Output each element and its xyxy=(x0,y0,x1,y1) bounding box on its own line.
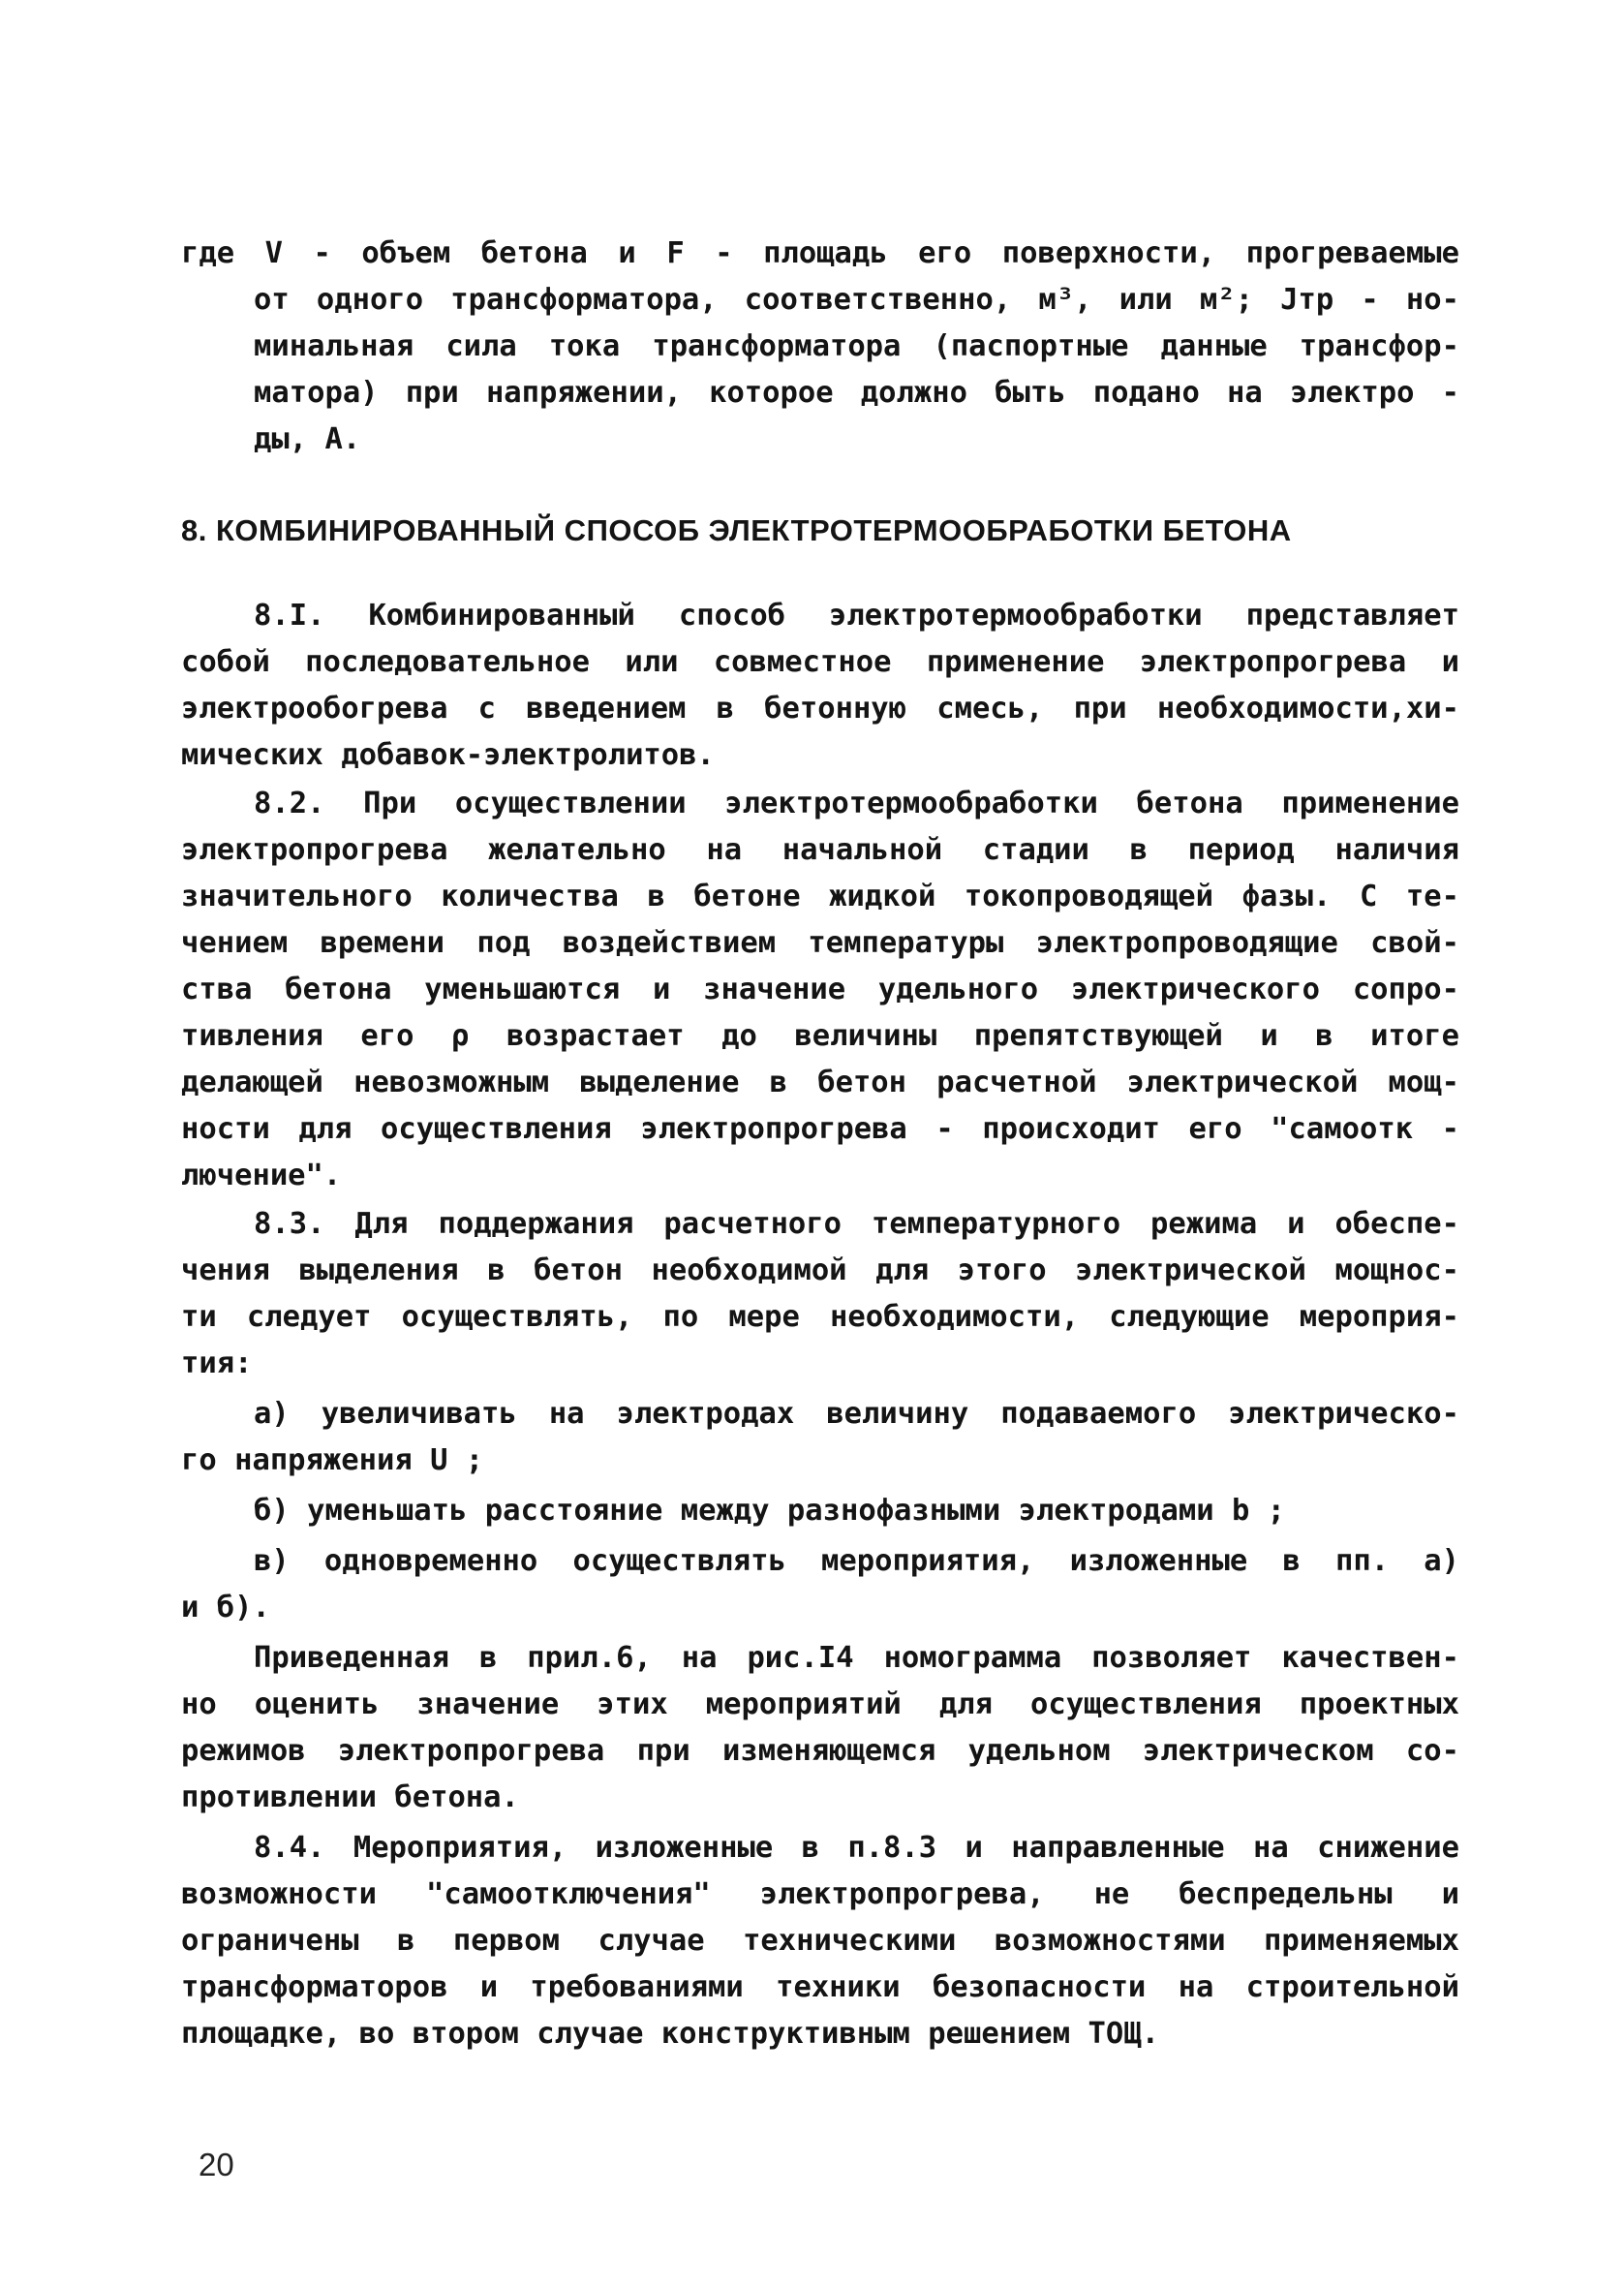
paragraph-line: чения выделения в бетон необходимой для этого электрической мощнос- xyxy=(181,1253,1459,1287)
list-item-c: и б). xyxy=(181,1591,270,1624)
list-item-a: а) увеличивать на электродах величину подаваемого электрическо- xyxy=(254,1397,1459,1431)
list-item-c: в) одновременно осуществлять мероприятия, изложенные в пп. а) xyxy=(254,1544,1459,1578)
paragraph-line: электропрогрева желательно на начальной стадии в период наличия xyxy=(181,833,1459,867)
paragraph-line: тия: xyxy=(181,1346,253,1380)
paragraph-line: возможности "самоотключения" электропрогрева, не беспредельны и xyxy=(181,1877,1459,1911)
paragraph-line: тивления его ρ возрастает до величины препятствующей и в итоге xyxy=(181,1019,1459,1053)
paragraph-line: собой последовательное или совместное применение электропрогрева и xyxy=(181,645,1459,679)
page-number: 20 xyxy=(199,2147,234,2182)
paragraph-line: ства бетона уменьшаются и значение удельного электрического сопро- xyxy=(181,973,1459,1006)
intro-line: минальная сила тока трансформатора (паспортные данные трансфор- xyxy=(254,329,1459,363)
paragraph-line: 8.2. При осуществлении электротермообработки бетона применение xyxy=(254,787,1459,820)
paragraph-line: лючение". xyxy=(181,1159,342,1192)
paragraph-line: но оценить значение этих мероприятий для осуществления проектных xyxy=(181,1687,1459,1721)
intro-line: матора) при напряжении, которое должно быть подано на электро - xyxy=(254,376,1459,410)
paragraph-line: ограничены в первом случае техническими возможностями применяемых xyxy=(181,1924,1459,1958)
paragraph-line: режимов электропрогрева при изменяющемся удельном электрическом со- xyxy=(181,1734,1459,1768)
paragraph-line: электрообогрева с введением в бетонную смесь, при необходимости,хи- xyxy=(181,692,1459,726)
paragraph-line: делающей невозможным выделение в бетон расчетной электрической мощ- xyxy=(181,1066,1459,1099)
paragraph-line: ности для осуществления электропрогрева - происходит его "самоотк - xyxy=(181,1112,1459,1146)
intro-line: от одного трансформатора, соответственно, м³, или м²; Jтр - но- xyxy=(254,283,1459,317)
paragraph-line: Приведенная в прил.6, на рис.I4 номограмма позволяет качествен- xyxy=(254,1641,1459,1675)
paragraph-line: ти следует осуществлять, по мере необходимости, следующие мероприя- xyxy=(181,1300,1459,1334)
intro-line: где V - объем бетона и F - площадь его поверхности, прогреваемые xyxy=(181,236,1459,270)
paragraph-line: противлении бетона. xyxy=(181,1780,519,1814)
paragraph-line: чением времени под воздействием температуры электропроводящие свой- xyxy=(181,926,1459,960)
paragraph-line: 8.I. Комбинированный способ электротермообработки представляет xyxy=(254,599,1459,633)
list-item-a: го напряжения U ; xyxy=(181,1443,484,1477)
section-title: 8. КОМБИНИРОВАННЫЙ СПОСОБ ЭЛЕКТРОТЕРМООБРАБОТКИ БЕТОНА xyxy=(181,513,1292,547)
paragraph-line: 8.4. Мероприятия, изложенные в п.8.3 и направленные на снижение xyxy=(254,1831,1459,1865)
intro-line: ды, А. xyxy=(254,422,361,456)
paragraph-line: трансформаторов и требованиями техники безопасности на строительной xyxy=(181,1970,1459,2004)
list-item-b: б) уменьшать расстояние между разнофазными электродами b ; xyxy=(254,1494,1286,1528)
paragraph-line: мических добавок-электролитов. xyxy=(181,738,715,772)
paragraph-line: значительного количества в бетоне жидкой токопроводящей фазы. С те- xyxy=(181,880,1459,913)
paragraph-line: 8.3. Для поддержания расчетного температурного режима и обеспе- xyxy=(254,1207,1459,1241)
paragraph-line: площадке, во втором случае конструктивным решением ТОЩ. xyxy=(181,2017,1159,2051)
